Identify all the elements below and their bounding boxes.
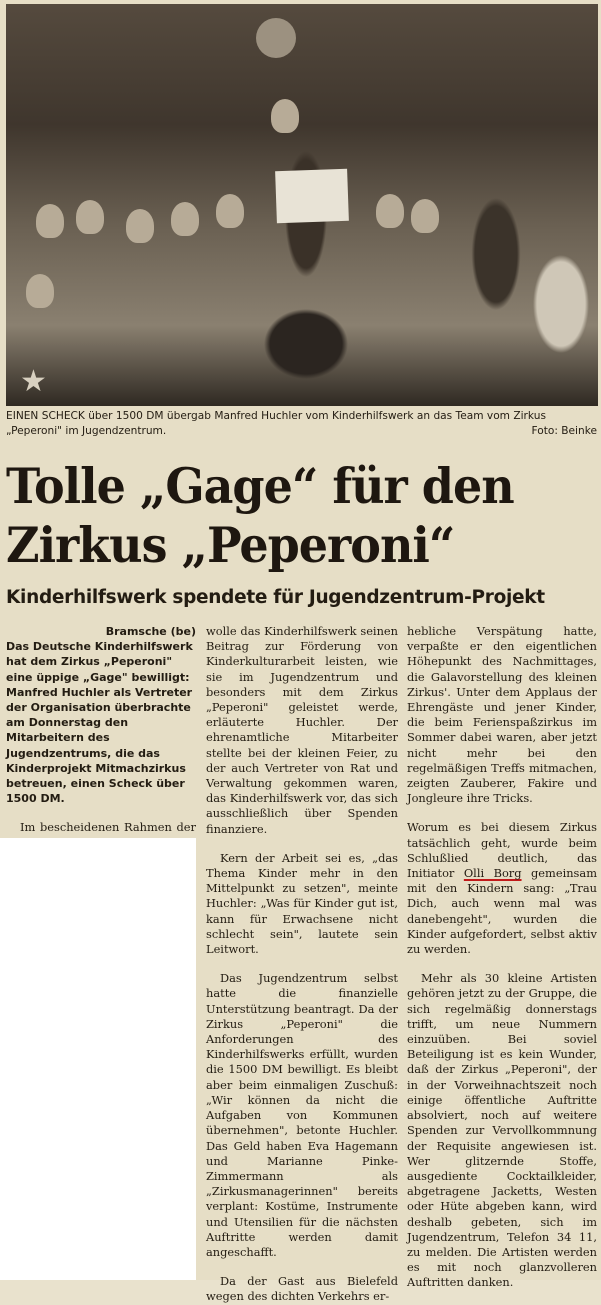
balloon-shape — [256, 18, 296, 58]
speaker-figure — [271, 99, 299, 133]
body-text: Worum es bei diesem Zirkus tatsächlich geht, wurde beim Schlußlied deutlich, das Initiator — [407, 820, 597, 881]
underlined-name: Olli Borg — [463, 866, 522, 881]
body-paragraph: Kern der Arbeit sei es, „das Thema Kinder mehr in den Mittelpunkt zu setzen", meinte Huchler: „Was für Kinder gut ist, kann für Erwachsene nicht schlecht sein", lautete sein Leitwort. — [206, 850, 398, 957]
article-column-3 — [407, 624, 597, 1291]
article-column-1 — [6, 624, 196, 851]
headline — [6, 457, 596, 575]
body-paragraph: Da der Gast aus Bielefeld wegen des dichten Verkehrs er- — [206, 1274, 398, 1304]
headline-line-2: Zirkus „Peperoni“ — [6, 516, 455, 574]
body-text: gemeinsam mit den Kindern sang: „Trau Dich, auch wenn mal was danebengeht", wurden die Kinder aufgefordert, selbst aktiv zu werden. — [407, 866, 597, 957]
article-column-2 — [206, 624, 398, 1305]
child-figure — [26, 274, 54, 308]
lead-paragraph: Das Deutsche Kinderhilfswerk hat dem Zirkus „Peperoni" eine üppige „Gage" bewilligt: Manfred Huchler als Vertreter der Organisation überbrachte am Donnerstag den Mitarbeitern des Jugendzentrums, die das Kinderprojekt Mitmachzirkus betreuen, einen Scheck über 1500 DM. — [6, 640, 193, 806]
body-paragraph: Das Jugendzentrum selbst hatte die finanzielle Unterstützung beantragt. Da der Zirkus „Peperoni" die Anforderungen des Kinderhilfswerks erfüllt, wurden die 1500 DM bewilligt. Es bleibt aber beim einmaligen Zuschuß: „Wir können da nicht die Aufgaben von Kommunen übernehmen", betonte Huchler. Das Geld haben Eva Hagemann und Marianne Pinke-Zimmermann als „Zirkusmanagerinnen" bereits verplant: Kostüme, Instrumente und Utensilien für die nächsten Auftritte werden damit angeschafft. — [206, 971, 398, 1259]
cheque-paper — [275, 169, 349, 223]
dateline: Bramsche (be) — [105, 625, 196, 638]
body-paragraph — [407, 820, 597, 957]
subheadline: Kinderhilfswerk spendete für Jugendzentrum-Projekt — [6, 587, 545, 608]
child-figure — [76, 200, 104, 234]
child-figure — [36, 204, 64, 238]
press-photo — [6, 4, 598, 406]
star-icon: ★ — [20, 364, 47, 399]
child-figure — [171, 202, 199, 236]
child-figure — [411, 199, 439, 233]
caption-text: EINEN SCHECK über 1500 DM übergab Manfred Huchler vom Kinderhilfswerk an das Team vom Zirkus „Peperoni" im Jugendzentrum. — [6, 410, 546, 437]
headline-line-1: Tolle „Gage“ für den — [6, 458, 514, 515]
photo-credit: Foto: Beinke — [531, 425, 597, 437]
child-figure — [376, 194, 404, 228]
cut-out-area — [0, 838, 196, 1280]
body-paragraph: hebliche Verspätung hatte, verpaßte er den eigentlichen Höhepunkt des Nachmittages, die Galavorstellung des kleinen Zirkus'. Unter dem Applaus der Ehrengäste und jener Kinder, die beim Ferienspaßzirkus im Sommer dabei waren, aber jetzt nicht mehr bei den regelmäßigen Treffs mitmachen, zeigten Zauberer, Fakire und Jongleure ihre Tricks. — [407, 624, 597, 806]
body-paragraph: Mehr als 30 kleine Artisten gehören jetzt zu der Gruppe, die sich regelmäßig donnerstags trifft, um neue Nummern einzuüben. Bei soviel Beteiligung ist es kein Wunder, daß der Zirkus „Peperoni", der in der Vorweihnachtszeit noch einige öffentliche Auftritte absolviert, noch auf weitere Spenden zur Vervollkommnung der Requisite angewiesen ist. Wer glitzernde Stoffe, ausgediente Cocktailkleider, abgetragene Jacketts, Westen oder Hüte abgeben kann, wird deshalb gebeten, sich im Jugendzentrum, Telefon 34 11, zu melden. Die Artisten werden es mit noch glanzvolleren Auftritten danken. — [407, 971, 597, 1290]
child-figure — [126, 209, 154, 243]
child-figure — [216, 194, 244, 228]
body-paragraph: Im bescheidenen Rahmen der — [20, 820, 196, 835]
body-paragraph: wolle das Kinderhilfswerk seinen Beitrag zur Förderung von Kinderkulturarbeit leisten, wie sie im Jugendzentrum und besonders mit dem Zirkus „Peperoni" geleistet werde, erläuterte Huchler. Der ehrenamtliche Mitarbeiter stellte bei der kleinen Feier, zu der auch Vertreter von Rat und Verwaltung gekommen waren, das Kinderhilfswerk vor, das sich ausschließlich über Spenden finanziere. — [206, 624, 398, 836]
photo-caption — [6, 409, 597, 439]
